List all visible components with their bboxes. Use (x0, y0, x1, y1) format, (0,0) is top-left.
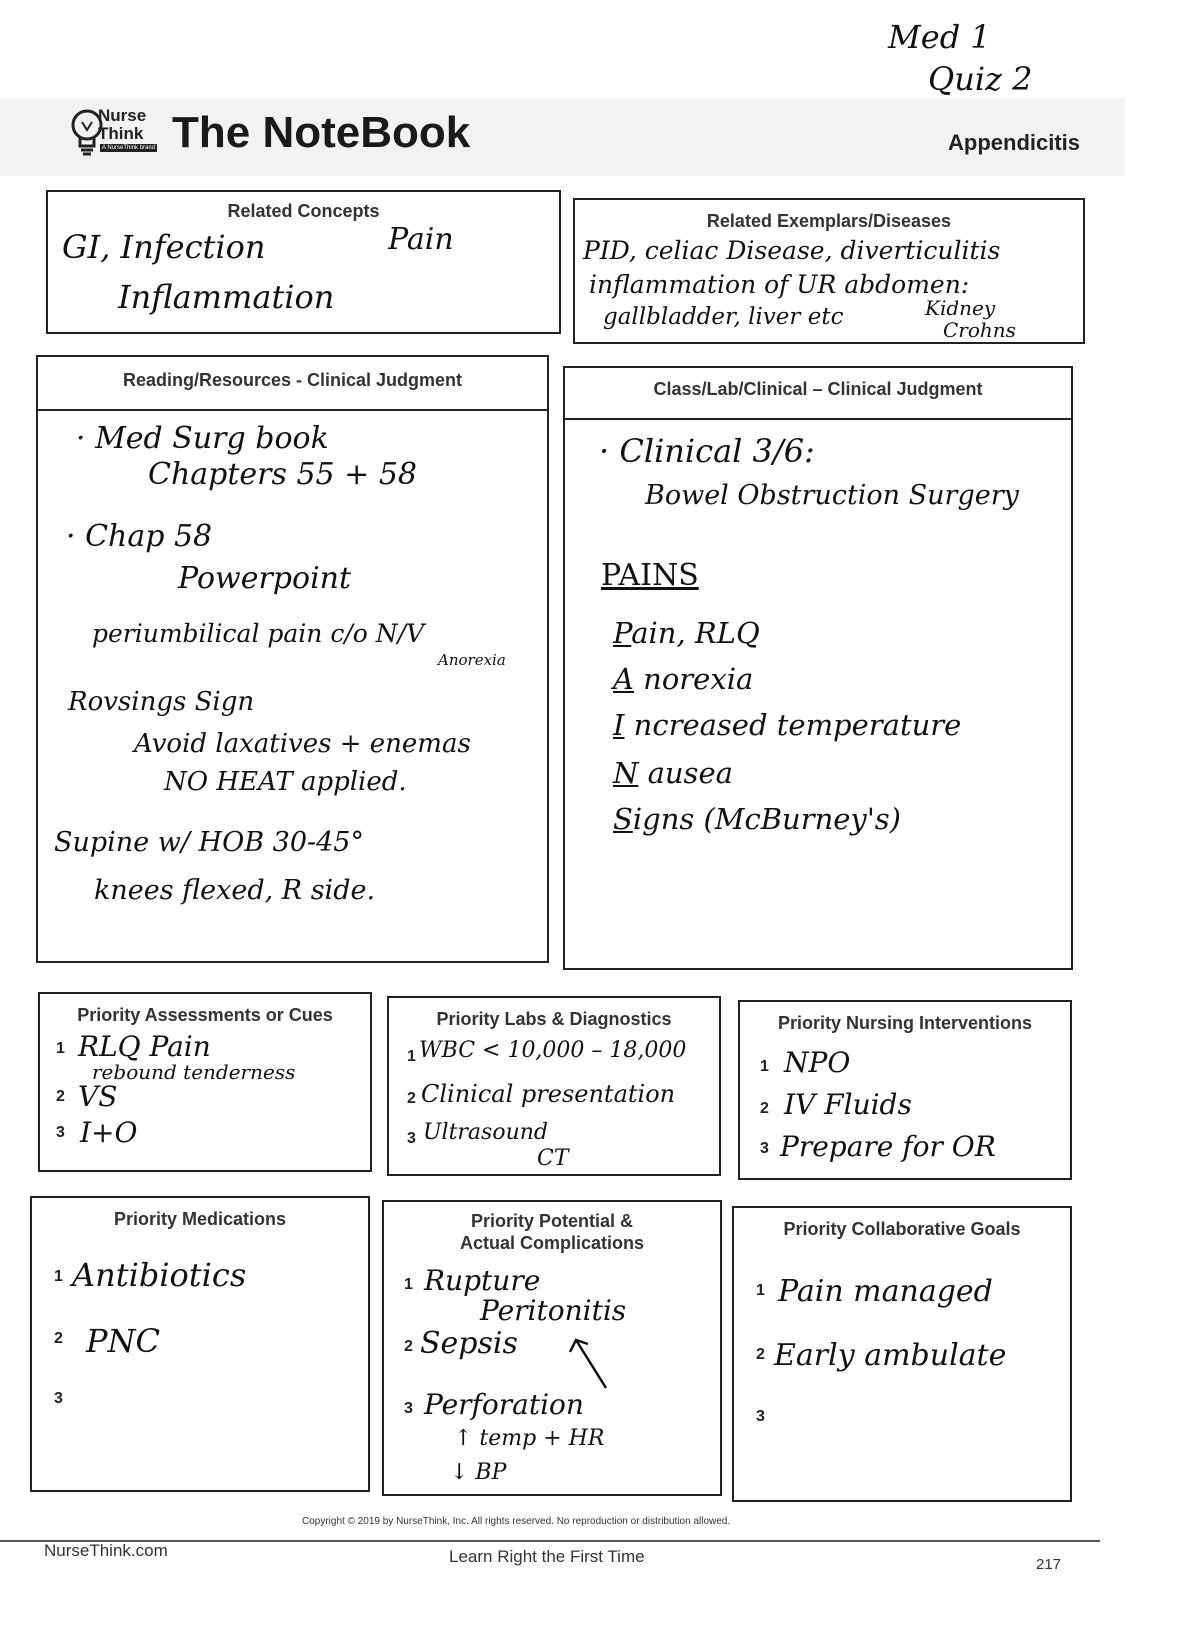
goals-num-1: 1 (756, 1282, 765, 1299)
assess-item-3: I+O (80, 1116, 138, 1149)
priority-medications-title: Priority Medications (113, 1209, 287, 1229)
complications-title-line1: Priority Potential & (470, 1211, 634, 1231)
priority-goals-title: Priority Collaborative Goals (783, 1219, 1021, 1239)
pains-text-s: igns (McBurney's) (632, 802, 901, 836)
priority-interventions-box (738, 1000, 1072, 1180)
pains-letter-a: A (613, 662, 634, 696)
comp-sub-1: Peritonitis (480, 1294, 627, 1327)
assess-num-2: 2 (56, 1088, 65, 1105)
interv-num-3: 3 (760, 1140, 769, 1157)
goals-num-3: 3 (756, 1408, 765, 1425)
priority-assessments-title: Priority Assessments or Cues (77, 1005, 333, 1025)
meds-num-1: 1 (54, 1268, 63, 1285)
class-lab-l2: Bowel Obstruction Surgery (645, 480, 1019, 511)
comp-item-2: Sepsis (420, 1326, 518, 1361)
reading-l5b: Anorexia (438, 651, 506, 669)
reading-l7: Avoid laxatives + enemas (134, 729, 471, 759)
class-lab-l1: · Clinical 3/6: (599, 432, 815, 470)
labs-sub-3: CT (537, 1146, 569, 1171)
goals-num-2: 2 (756, 1346, 765, 1363)
meds-num-3: 3 (54, 1390, 63, 1407)
pains-letter-i: I (613, 708, 625, 742)
footer-tagline: Learn Right the First Time (449, 1547, 645, 1566)
meds-num-2: 2 (54, 1330, 63, 1347)
comp-num-3: 3 (404, 1400, 413, 1417)
related-concepts-box (46, 190, 561, 334)
reading-box (36, 355, 549, 963)
goals-item-1: Pain managed (778, 1274, 993, 1309)
related-concepts-line1: GI, Infection (62, 228, 266, 266)
comp-sub-3b: ↓ BP (450, 1460, 507, 1485)
labs-num-3: 3 (407, 1130, 416, 1147)
logo-top: Nurse (98, 106, 147, 125)
header-note-line2: Quiz 2 (928, 60, 1033, 98)
priority-medications-box (30, 1196, 370, 1492)
assess-num-3: 3 (56, 1124, 65, 1141)
pains-text-p: ain, RLQ (631, 616, 760, 650)
reading-l1: · Med Surg book (76, 421, 329, 456)
page-number: 217 (1036, 1556, 1062, 1573)
interv-item-2: IV Fluids (784, 1088, 912, 1121)
header-note-line1: Med 1 (888, 18, 991, 56)
labs-item-1: WBC < 10,000 – 18,000 (419, 1038, 687, 1063)
related-exemplars-crohns: Crohns (943, 318, 1016, 342)
complications-title-line2: Actual Complications (459, 1233, 645, 1253)
comp-item-3: Perforation (424, 1388, 584, 1421)
labs-num-1: 1 (407, 1048, 416, 1065)
labs-item-2: Clinical presentation (421, 1080, 676, 1108)
pains-text-a: norexia (633, 662, 754, 696)
reading-title: Reading/Resources - Clinical Judgment (122, 370, 463, 390)
reading-divider (38, 409, 547, 411)
reading-l5: periumbilical pain c/o N/V (92, 619, 425, 648)
interv-num-2: 2 (760, 1100, 769, 1117)
pains-text-n: ausea (638, 756, 733, 790)
pains-item-s (613, 802, 901, 836)
pains-letter-n: N (613, 756, 639, 790)
comp-sub-3a: ↑ temp + HR (454, 1426, 605, 1451)
reading-l3: · Chap 58 (66, 519, 213, 554)
arrow-up-icon (568, 1336, 618, 1396)
pains-letter-s: S (613, 802, 633, 836)
priority-labs-title: Priority Labs & Diagnostics (436, 1009, 672, 1029)
class-lab-divider (565, 418, 1071, 420)
related-exemplars-line2: inflammation of UR abdomen: (589, 270, 970, 299)
related-exemplars-box (573, 198, 1085, 344)
related-exemplars-title: Related Exemplars/Diseases (706, 211, 952, 231)
meds-item-1: Antibiotics (72, 1256, 247, 1294)
related-exemplars-line3: gallbladder, liver etc (603, 304, 844, 330)
priority-complications-box (382, 1200, 722, 1496)
related-exemplars-kidney: Kidney (925, 296, 996, 320)
priority-assessments-box (38, 992, 372, 1172)
class-lab-title: Class/Lab/Clinical – Clinical Judgment (653, 379, 983, 399)
comp-num-2: 2 (404, 1338, 413, 1355)
class-lab-box (563, 366, 1073, 970)
comp-item-1: Rupture (424, 1264, 541, 1297)
notebook-title: The NoteBook (172, 108, 471, 157)
comp-num-1: 1 (404, 1276, 413, 1293)
pains-heading: PAINS (601, 558, 699, 593)
related-concepts-title: Related Concepts (227, 201, 380, 221)
reading-l8: NO HEAT applied. (164, 767, 407, 797)
reading-l4: Powerpoint (178, 561, 352, 596)
pains-item-i (613, 708, 961, 742)
assess-item-2: VS (78, 1080, 118, 1113)
meds-item-2: PNC (86, 1322, 161, 1360)
labs-num-2: 2 (407, 1090, 416, 1107)
logo-mid: Think (98, 124, 144, 143)
priority-labs-box (387, 996, 721, 1176)
reading-l6: Rovsings Sign (68, 687, 255, 717)
pains-item-a (613, 662, 753, 696)
reading-l10: knees flexed, R side. (94, 875, 376, 906)
goals-item-2: Early ambulate (774, 1338, 1007, 1373)
assess-sub-1: rebound tenderness (92, 1060, 296, 1084)
topic-title: Appendicitis (948, 130, 1081, 155)
pains-text-i: ncreased temperature (624, 708, 962, 742)
related-exemplars-line1: PID, celiac Disease, diverticulitis (583, 236, 1001, 265)
pains-letter-p: P (613, 616, 632, 650)
reading-l9: Supine w/ HOB 30-45° (54, 827, 364, 858)
pains-item-n (613, 756, 733, 790)
pains-item-p (613, 616, 760, 650)
labs-item-3: Ultrasound (423, 1120, 549, 1145)
priority-goals-box (732, 1206, 1072, 1502)
interv-num-1: 1 (760, 1058, 769, 1075)
priority-interventions-title: Priority Nursing Interventions (777, 1013, 1033, 1033)
related-concepts-line2: Inflammation (118, 278, 335, 316)
assess-item-1: RLQ Pain (78, 1030, 211, 1063)
copyright: Copyright © 2019 by NurseThink, Inc. All rights reserved. No reproduction or distribution allowed. (302, 1516, 731, 1527)
interv-item-3: Prepare for OR (780, 1130, 996, 1163)
related-concepts-extra: Pain (388, 222, 454, 257)
reading-l2: Chapters 55 + 58 (148, 457, 418, 492)
interv-item-1: NPO (784, 1046, 851, 1079)
logo (70, 104, 165, 159)
footer-site: NurseThink.com (44, 1541, 168, 1560)
logo-sub: A NurseThink brand (102, 145, 156, 151)
assess-num-1: 1 (56, 1040, 65, 1057)
